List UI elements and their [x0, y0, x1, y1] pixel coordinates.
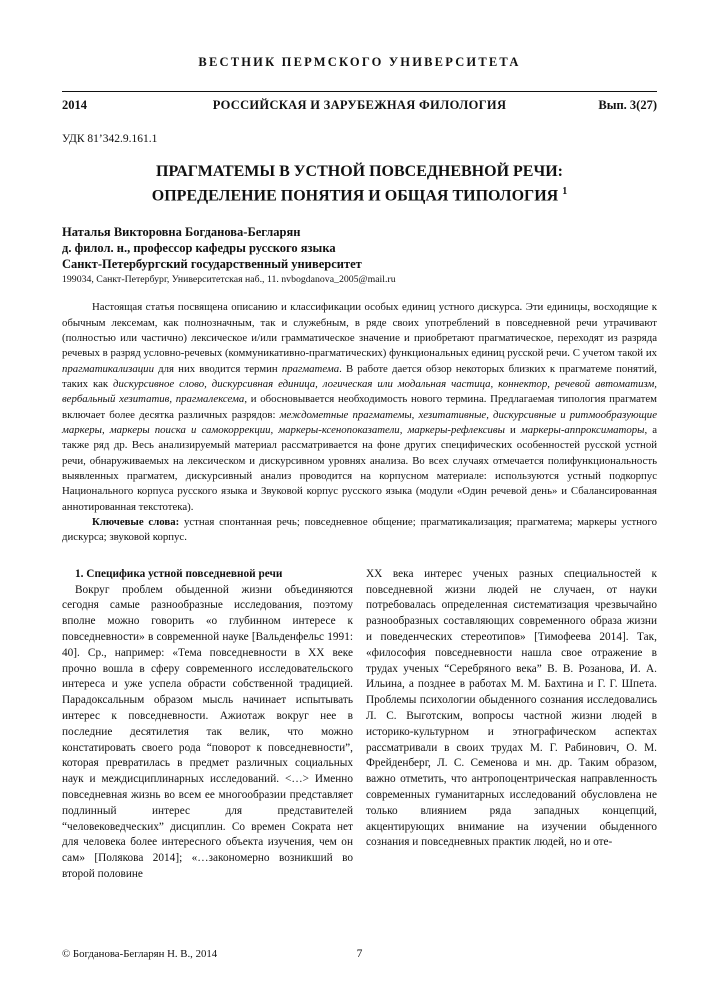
left-column-text: Вокруг проблем обыденной жизни объединяются сегодня самые разнообразные исследования, поэтому вполне можно говорить «о глубинном интересе к повседневности» в современной науке [Вальденфельс 1991: 40]. Ср., например: «Тема повседневности в ХХ веке прочно вошла в сферу современного исследовательского интереса и уже успела обрасти собственной традицией. Парадоксальным образом мысль начинает испытывать интерес к повседневности. Ажиотаж вокруг нее в последние десятилетия так велик, что можно констатировать своего рода “поворот к повседневности”, которая превратилась в предмет различных социальных наук и междисциплинарных исследований. <…> Именно повседневная жизнь во всем ее многообразии представляет подлинный интерес для представителей “человековедческих” дисциплин. Со времен Сократа нет для человека более интересного объекта изучения, чем он сам» [Полякова 2014]; «…закономерно возникший во второй половине [62, 583, 353, 880]
journal-line [62, 98, 657, 113]
author-block [62, 224, 657, 287]
header-rule [62, 91, 657, 92]
footnote-mark: 1 [562, 185, 568, 197]
journal-year: 2014 [62, 98, 87, 112]
article-title-line-2: ОПРЕДЕЛЕНИЕ ПОНЯТИЯ И ОБЩАЯ ТИПОЛОГИЯ [151, 186, 563, 204]
abstract-block [62, 300, 657, 546]
right-column-text: ХХ века интерес ученых разных специальностей к повседневной жизни людей не случаен, от науки потребовалась определенная систематизация чрезвычайно разнообразных составляющих современного образа жизни и поведенческих стереотипов» [Тимофеева 2014]. Так, «философия повседневности нашла свое отражение в трудах ученых “Серебряного века” В. В. Розанова, И. А. Ильина, а позднее в работах М. М. Бахтина и Г. Г. Шпета. Проблемы психологии обыденного сознания исследовались Л. С. Выготским, вопросы частной жизни людей в историко-культурном и этнографическом аспектах рассматривали в своих трудах М. Г. Рабинович, О. М. Фрейденберг, Л. С. Семенова и мн. др. Таким образом, важно отметить, что антропоцентрическая направленность современных гуманитарных исследований обусловлена не только влиянием ряда западных концепций, акцентирующих внимание на изучении обыденного сознания и повседневных практик людей, но и оте- [366, 567, 657, 849]
right-column [366, 567, 657, 883]
article-title-line-1: ПРАГМАТЕМЫ В УСТНОЙ ПОВСЕДНЕВНОЙ РЕЧИ: [156, 163, 563, 180]
left-column [62, 567, 353, 883]
body-columns [62, 567, 657, 883]
author-name: Наталья Викторовна Богданова-Бегларян [62, 225, 301, 240]
abstract-text: Настоящая статья посвящена описанию и классификации особых единиц устного дискурса. Эти единицы, восходящие к обычным лексемам, как полнозначным, так и служебным, в ряде своих употреблений в повседневной речи утрачивают (полностью или частично) лексическое и/или грамматическое значение и приобретают прагматическое, переходят из разряда речевых в разряд условно-речевых (коммуникативно-прагматических) функциональных единиц русской речи. С учетом такой их прагматикализации для них вводится термин прагматема. В работе дается обзор некоторых близких к прагматеме понятий, таких как дискурсивное слово, дискурсивная единица, логическая или модальная частица, коннектор, речевой автоматизм, вербальный хезитатив, прагмалексема, и обосновывается необходимость нового термина. Предлагаемая типология прагматем включает более десятка различных разрядов: междометные прагматемы, хезитативные, дискурсивные и ритмообразующие маркеры, маркеры поиска и самокоррекции, маркеры-ксенопоказатели, маркеры-рефлексивы и маркеры-аппроксиматоры, а также ряд др. Весь анализируемый материал рассматривается на фоне других специфических особенностей русской устной речи, обнаруживаемых на лексическом и дискурсивном уровнях анализа. Во всех случаях отмечается полифункциональность выявленных прагматем, дискурсивный анализ проводится на корпусном материале: используются устный подкорпус Национального корпуса русского языка и Звуковой корпус русского языка (модули «Один речевой день» и Сбалансированная аннотированная текстотека). [62, 301, 658, 513]
journal-name: РОССИЙСКАЯ И ЗАРУБЕЖНАЯ ФИЛОЛОГИЯ [212, 98, 507, 112]
keywords-text: Ключевые слова: устная спонтанная речь; повседневное общение; прагматикализация; прагматема; маркеры устного дискурса; звуковой корпус. [62, 516, 657, 544]
udc-code: УДК 81’342.9.161.1 [62, 133, 158, 145]
author-address: 199034, Санкт-Петербург, Университетская наб., 11. nvbogdanova_2005@mail.ru [62, 274, 396, 286]
author-affiliation: Санкт-Петербургский государственный университет [62, 257, 362, 272]
journal-issue: Вып. 3(27) [598, 98, 657, 112]
copyright-notice: © Богданова-Бегларян Н. В., 2014 [62, 948, 218, 960]
journal-masthead: ВЕСТНИК ПЕРМСКОГО УНИВЕРСИТЕТА [198, 55, 521, 69]
author-degree: д. филол. н., профессор кафедры русского языка [62, 241, 336, 256]
article-title [62, 162, 657, 205]
page-number: 7 [356, 948, 363, 960]
section-heading: 1. Специфика устной повседневной речи [75, 567, 283, 580]
